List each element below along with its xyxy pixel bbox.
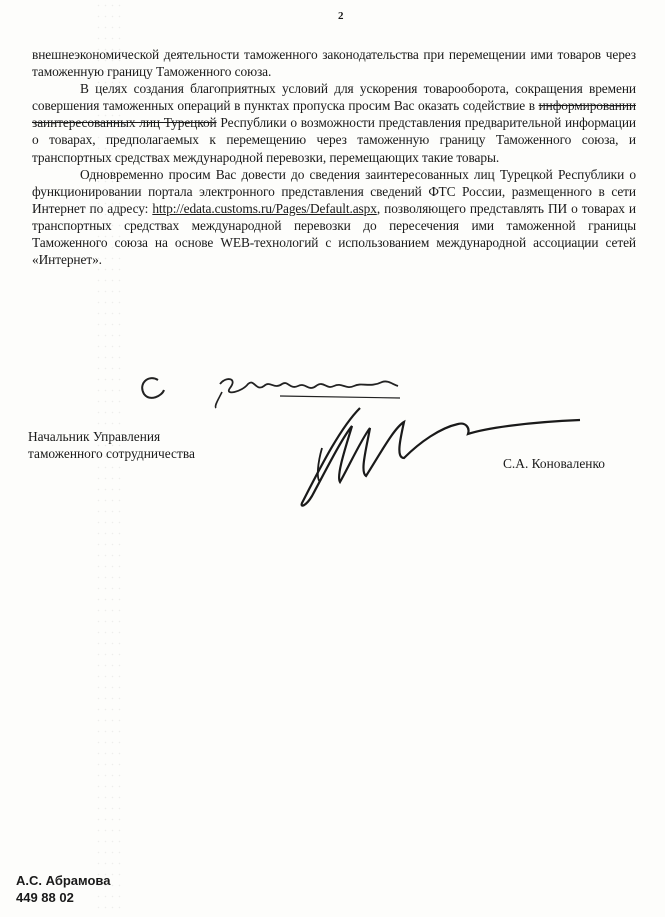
executor-name: А.С. Абрамова xyxy=(16,873,111,888)
paragraph-3-text-b: , позволяющего представлять ПИ о товарах и транспортных средствах международной перевозки до пересечения ими таможенной границы Таможенного союза на основе WEB-технологий с использованием международной ассоциации сетей «Интернет». xyxy=(32,200,636,268)
signer-position-line-2: таможенного сотрудничества xyxy=(28,446,195,461)
portal-link[interactable]: http://edata.customs.ru/Pages/Default.aspx xyxy=(152,200,377,216)
paragraph-1-text: внешнеэкономической деятельности таможенного законодательства при перемещении ими товаров через таможенную границу Таможенного союза. xyxy=(32,47,636,80)
paragraph-3-text-a: Одновременно просим Вас довести до сведения заинтересованных лиц Турецкой Республики о функционировании портала электронного представления сведений ФТС России, размещенного в сети Интернет по адресу: xyxy=(32,166,636,216)
paragraph-3 xyxy=(32,166,636,269)
paragraph-2 xyxy=(32,80,636,165)
executor-phone: 449 88 02 xyxy=(16,890,74,905)
paragraph-1 xyxy=(32,46,636,80)
paragraph-2-struck-text: информировании заинтересованных лиц Турецкой xyxy=(32,98,636,131)
paragraph-2-text-b: Республики о возможности представления предварительной информации о товарах, предполагаемых к перемещению через таможенную границу Таможенного союза, и транспортных средствах международной перевозки, перемещающих такие товары. xyxy=(32,115,636,165)
signer-position xyxy=(28,428,195,462)
signer-name: С.А. Коноваленко xyxy=(503,456,605,471)
executor-block xyxy=(16,872,110,906)
signer-position-line-1: Начальник Управления xyxy=(28,429,161,444)
paragraph-2-text-a: В целях создания благоприятных условий для ускорения товарооборота, сокращения времени совершения таможенных операций в пунктах пропуска просим Вас оказать содействие в xyxy=(32,81,636,114)
letter-body xyxy=(32,46,636,268)
page-number: 2 xyxy=(338,10,344,22)
